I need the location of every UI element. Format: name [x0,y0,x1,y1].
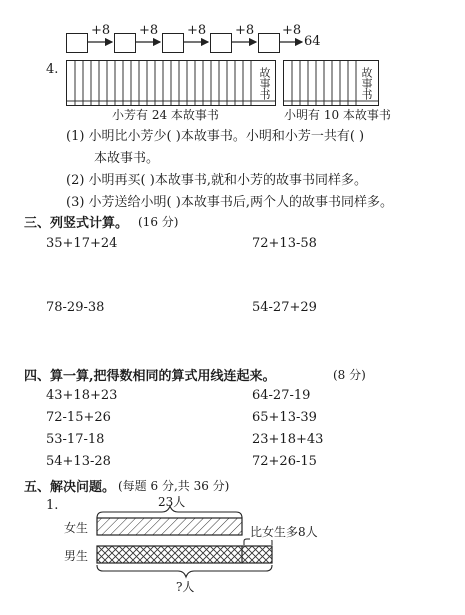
shelf-right-label: 故事书 [360,67,373,100]
top-label: 23人 [158,495,186,509]
chain-op-4: +8 [235,23,255,38]
total-label: ?人 [176,580,195,594]
calc-expr-3: 78-29-38 [46,300,105,315]
section4-heading: 四、算一算,把得数相同的算式用线连起来。 [24,369,276,384]
match-right-2[interactable]: 65+13-39 [252,410,317,425]
calc-expr-4: 54-27+29 [252,300,317,315]
chain-op-3: +8 [187,23,207,38]
calc-expr-2: 72+13-58 [252,236,317,251]
q4-number: 4. [46,62,59,77]
shelf-left-label: 故事书 [258,67,271,100]
girls-bar [97,518,242,535]
girls-label: 女生 [64,521,89,535]
section5-points: (每题 6 分,共 36 分) [118,479,230,493]
boys-label: 男生 [64,549,89,563]
bottom-brace [97,565,272,577]
q5-1-number: 1. [46,498,59,513]
match-left-1[interactable]: 43+18+23 [46,388,118,403]
boys-bar [97,546,272,563]
match-right-1[interactable]: 64-27-19 [252,388,311,403]
section4-points: (8 分) [333,368,366,382]
section5-heading: 五、解决问题。 [24,480,116,495]
section3-heading: 三、列竖式计算。 [24,216,129,231]
chain-op-5: +8 [282,23,302,38]
caption-right: 小明有 10 本故事书 [284,108,391,122]
q4-sub2: (2) 小明再买( )本故事书,就和小芳的故事书同样多。 [66,173,367,188]
match-left-4[interactable]: 54+13-28 [46,454,111,469]
match-right-3[interactable]: 23+18+43 [252,432,324,447]
diff-label: 比女生多8人 [250,525,318,539]
q4-sub3: (3) 小芳送给小明( )本故事书后,两个人的故事书同样多。 [66,195,393,210]
section3-points: (16 分) [138,215,179,229]
caption-left: 小芳有 24 本故事书 [112,108,219,122]
chain-op-2: +8 [139,23,159,38]
calc-expr-1: 35+17+24 [46,236,118,251]
match-left-3[interactable]: 53-17-18 [46,432,105,447]
match-right-4[interactable]: 72+26-15 [252,454,317,469]
q4-sub1-line2: 本故事书。 [94,151,160,166]
chain-op-1: +8 [91,23,111,38]
chain-result: 64 [304,34,321,49]
q4-sub1-line1: (1) 小明比小芳少( )本故事书。小明和小芳一共有( ) [66,129,365,144]
match-left-2[interactable]: 72-15+26 [46,410,111,425]
